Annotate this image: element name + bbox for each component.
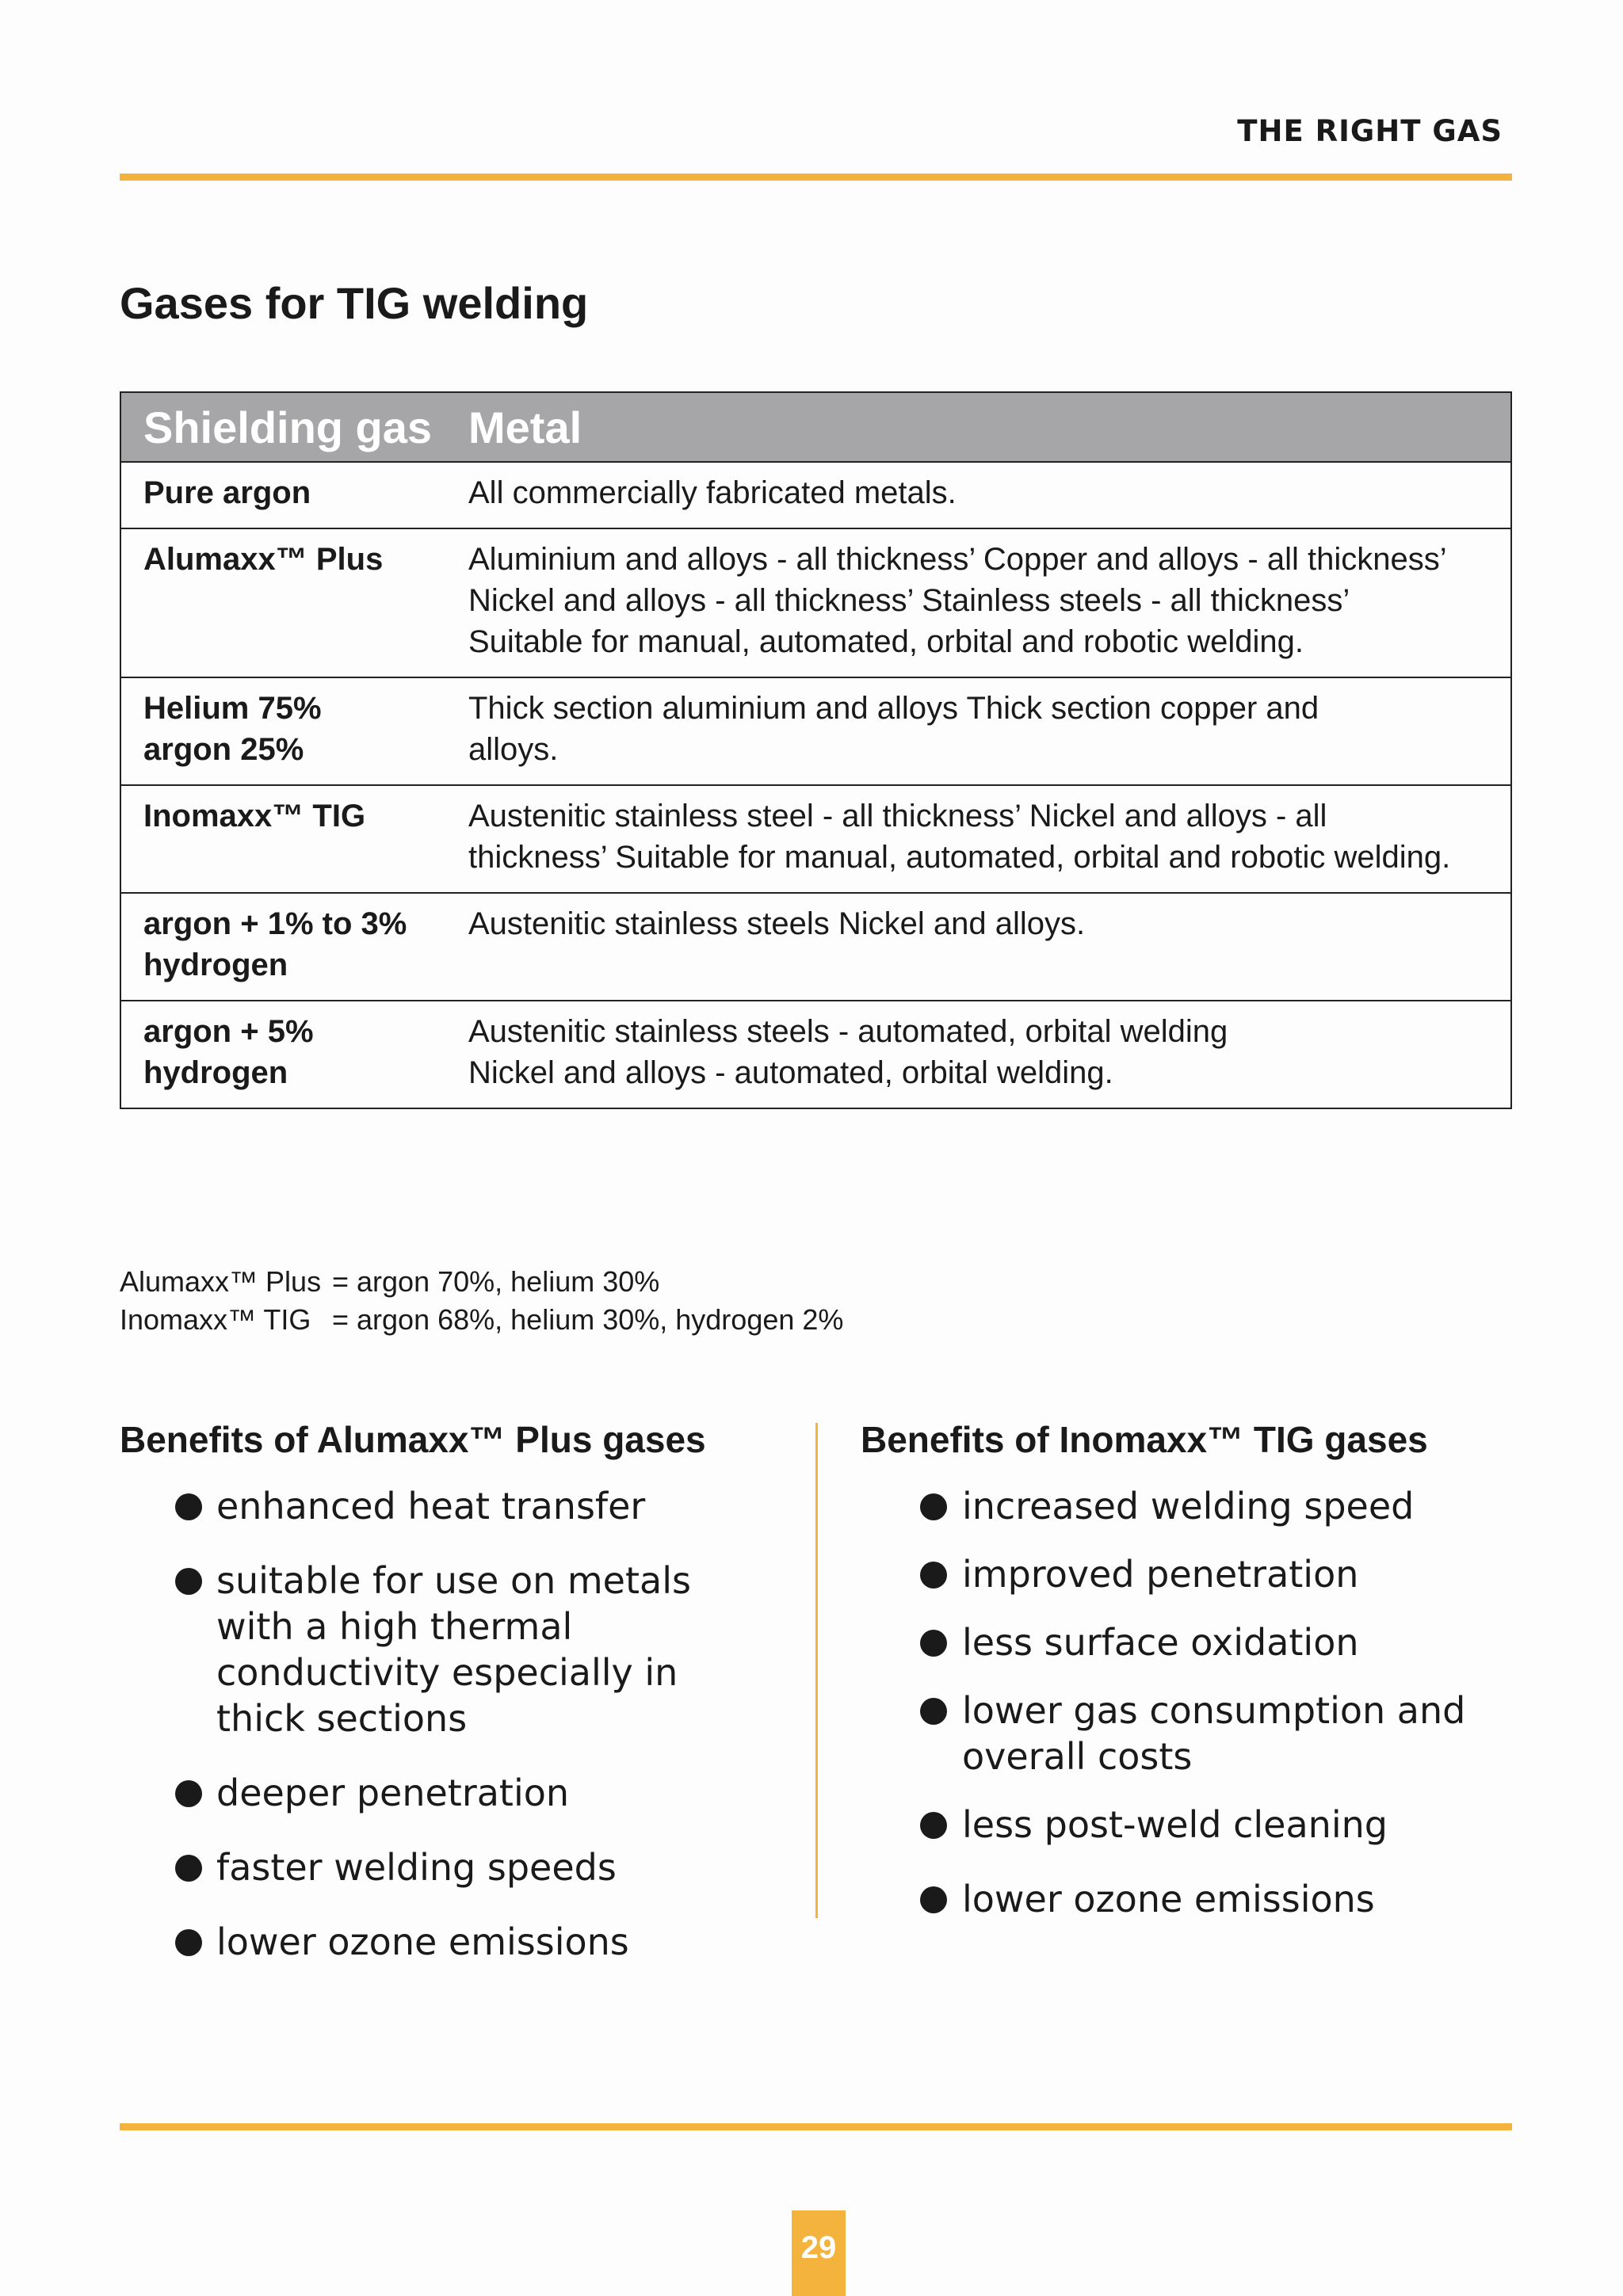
gas-cell: Helium 75% argon 25% [120,677,468,785]
bullet-icon [920,1698,947,1725]
bullet-icon [920,1493,947,1520]
list-item-text: faster welding speeds [216,1846,617,1889]
benefits-list [861,1483,1510,1922]
benefits-inomaxx-title: Benefits of Inomaxx™ TIG gases [861,1419,1428,1460]
table-row [120,462,1511,528]
list-item [120,1844,801,1890]
metal-cell: Austenitic stainless steels - automated, orbital welding Nickel and alloys - automated, orbital welding. [468,1001,1511,1108]
gas-cell: argon + 1% to 3% hydrogen [120,893,468,1001]
bullet-icon [175,1855,202,1882]
gas-composition-notes [120,1263,843,1339]
bullet-icon [175,1780,202,1807]
metal-cell: Austenitic stainless steels Nickel and alloys. [468,893,1511,1001]
bullet-icon [175,1493,202,1520]
benefits-inomaxx [861,1418,1510,1951]
gas-cell: Alumaxx™ Plus [120,528,468,677]
page-title: Gases for TIG welding [120,278,589,328]
metal-cell: All commercially fabricated metals. [468,462,1511,528]
list-item-text: suitable for use on metals with a high thermal conductivity especially in thick sections [216,1559,691,1740]
bullet-icon [920,1630,947,1657]
benefits-list [120,1483,801,1965]
metal-cell: Austenitic stainless steel - all thickness’ Nickel and alloys - all thickness’ Suitable for manual, automated, orbital and robotic welding. [468,785,1511,893]
gas-table [120,391,1512,1109]
bullet-icon [920,1812,947,1839]
list-item [861,1551,1510,1597]
list-item-text: lower gas consumption and overall costs [962,1689,1466,1778]
bullet-icon [175,1568,202,1595]
list-item [861,1483,1510,1529]
benefits-alumaxx [120,1418,801,1993]
table-row [120,1001,1511,1108]
list-item [120,1483,801,1529]
table-row [120,677,1511,785]
note-composition: = argon 68%, helium 30%, hydrogen 2% [332,1303,844,1336]
note-row [120,1263,843,1301]
note-gas-name: Alumaxx™ Plus [120,1265,322,1298]
page-number: 29 [792,2210,846,2296]
bullet-icon [920,1562,947,1589]
bottom-rule [120,2123,1512,2130]
running-header: THE RIGHT GAS [1237,114,1503,148]
list-item [861,1619,1510,1665]
column-header-shielding-gas: Shielding gas [120,392,468,462]
list-item [861,1802,1510,1848]
list-item [120,1919,801,1965]
note-composition: = argon 70%, helium 30% [332,1265,660,1298]
list-item-text: increased welding speed [962,1485,1415,1527]
list-item [861,1876,1510,1922]
list-item-text: improved penetration [962,1553,1359,1596]
note-gas-name: Inomaxx™ TIG [120,1303,311,1336]
table-row [120,785,1511,893]
metal-cell: Thick section aluminium and alloys Thick section copper and alloys. [468,677,1511,785]
gas-cell: Pure argon [120,462,468,528]
list-item-text: enhanced heat transfer [216,1485,646,1527]
gas-cell: argon + 5% hydrogen [120,1001,468,1108]
list-item-text: less surface oxidation [962,1621,1359,1664]
list-item [120,1558,801,1741]
column-header-metal: Metal [468,392,1511,462]
top-rule [120,174,1512,181]
list-item [861,1688,1510,1779]
table-row [120,528,1511,677]
table-header-row [120,392,1511,462]
metal-cell: Aluminium and alloys - all thickness’ Copper and alloys - all thickness’ Nickel and alloys - all thickness’ Stainless steels - all thickness’ Suitable for manual, automated, orbital and robotic welding. [468,528,1511,677]
list-item-text: deeper penetration [216,1772,570,1814]
table-row [120,893,1511,1001]
list-item [120,1770,801,1816]
bullet-icon [175,1929,202,1956]
note-row [120,1301,843,1339]
benefits-alumaxx-title: Benefits of Alumaxx™ Plus gases [120,1419,706,1460]
column-divider [815,1423,818,1918]
list-item-text: less post-weld cleaning [962,1803,1388,1846]
list-item-text: lower ozone emissions [216,1920,629,1963]
list-item-text: lower ozone emissions [962,1878,1375,1920]
bullet-icon [920,1886,947,1913]
gas-cell: Inomaxx™ TIG [120,785,468,893]
